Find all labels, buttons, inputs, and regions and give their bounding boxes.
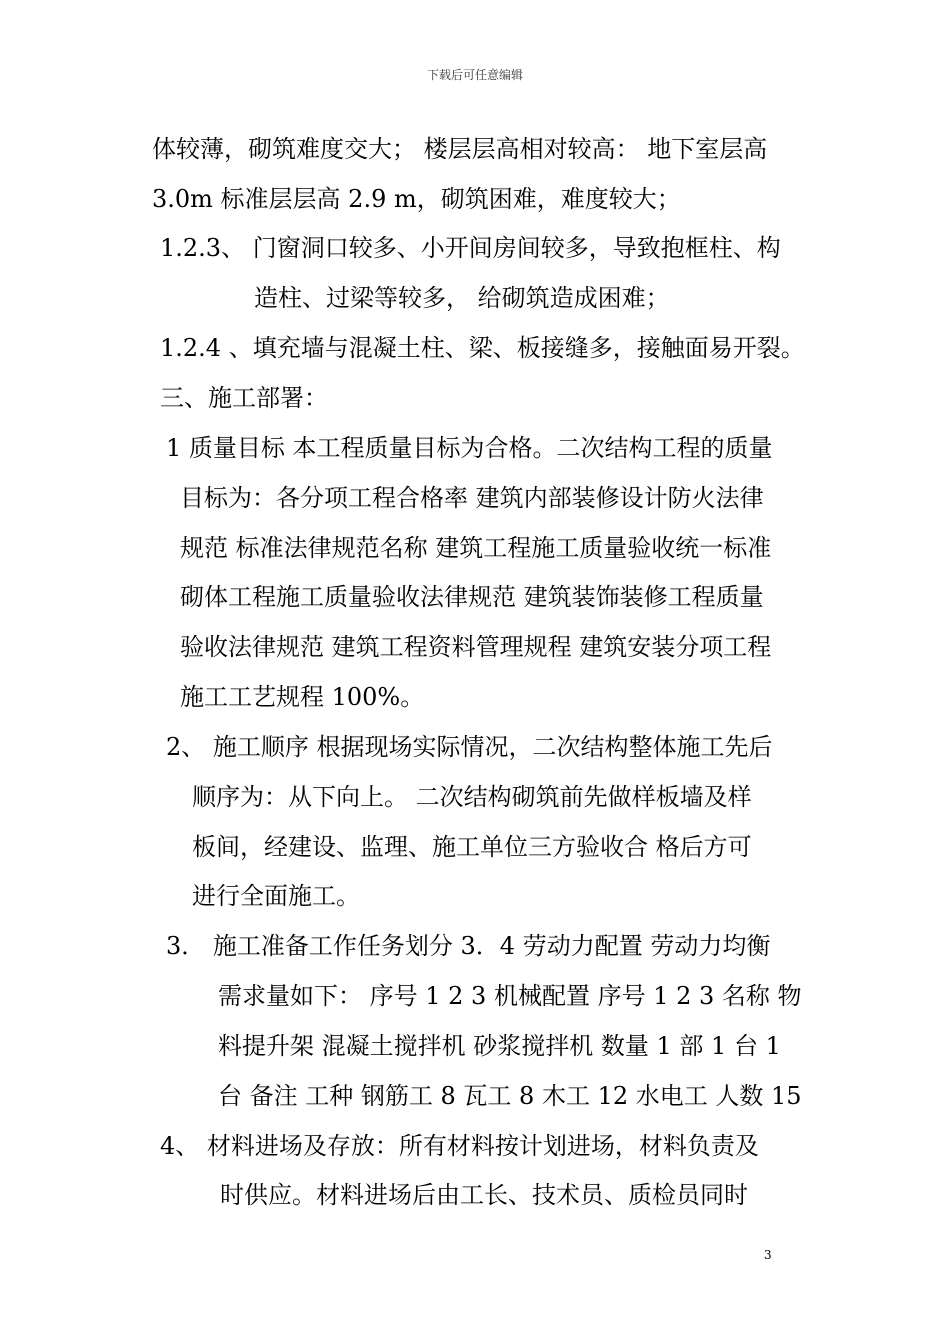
text-line-13: 2、 施工顺序 根据现场实际情况，二次结构整体施工先后 bbox=[166, 733, 773, 761]
text-line-9: 规范 标准法律规范名称 建筑工程施工质量验收统一标准 bbox=[180, 534, 772, 562]
text-line-10: 砌体工程施工质量验收法律规范 建筑装饰装修工程质量 bbox=[180, 583, 764, 611]
text-line-5: 1.2.4 、填充墙与混凝土柱、梁、板接缝多，接触面易开裂。 bbox=[160, 334, 805, 362]
text-line-11: 验收法律规范 建筑工程资料管理规程 建筑安装分项工程 bbox=[180, 633, 772, 661]
text-line-20: 台 备注 工种 钢筋工 8 瓦工 8 木工 12 水电工 人数 15 bbox=[218, 1082, 802, 1110]
text-line-8: 目标为：各分项工程合格率 建筑内部装修设计防火法律 bbox=[180, 484, 764, 512]
text-line-19: 料提升架 混凝土搅拌机 砂浆搅拌机 数量 1 部 1 台 1 bbox=[218, 1032, 781, 1060]
text-line-14: 顺序为：从下向上。 二次结构砌筑前先做样板墙及样 bbox=[192, 783, 752, 811]
text-line-1: 体较薄，砌筑难度交大； 楼层层高相对较高： 地下室层高 bbox=[152, 135, 768, 163]
section-heading: 三、施工部署： bbox=[160, 384, 328, 412]
text-line-21: 4、 材料进场及存放：所有材料按计划进场，材料负责及 bbox=[160, 1132, 759, 1160]
page-number: 3 bbox=[764, 1248, 772, 1262]
text-line-16: 进行全面施工。 bbox=[192, 882, 360, 910]
text-line-4: 造柱、过梁等较多， 给砌筑造成困难； bbox=[254, 284, 670, 312]
text-line-12: 施工工艺规程 100%。 bbox=[180, 683, 425, 711]
text-line-22: 时供应。材料进场后由工长、技术员、质检员同时 bbox=[220, 1181, 748, 1209]
text-line-18: 需求量如下： 序号 1 2 3 机械配置 序号 1 2 3 名称 物 bbox=[218, 982, 802, 1010]
text-line-17: 3． 施工准备工作任务划分 3．4 劳动力配置 劳动力均衡 bbox=[166, 932, 771, 960]
text-line-7: 1 质量目标 本工程质量目标为合格。二次结构工程的质量 bbox=[166, 434, 773, 462]
text-line-2: 3.0m 标准层层高 2.9 m，砌筑困难，难度较大； bbox=[152, 185, 681, 213]
text-line-15: 板间，经建设、监理、施工单位三方验收合 格后方可 bbox=[192, 833, 752, 861]
page-header: 下载后可任意编辑 bbox=[426, 68, 523, 82]
text-line-3: 1.2.3、 门窗洞口较多、小开间房间较多，导致抱框柱、构 bbox=[160, 234, 781, 262]
